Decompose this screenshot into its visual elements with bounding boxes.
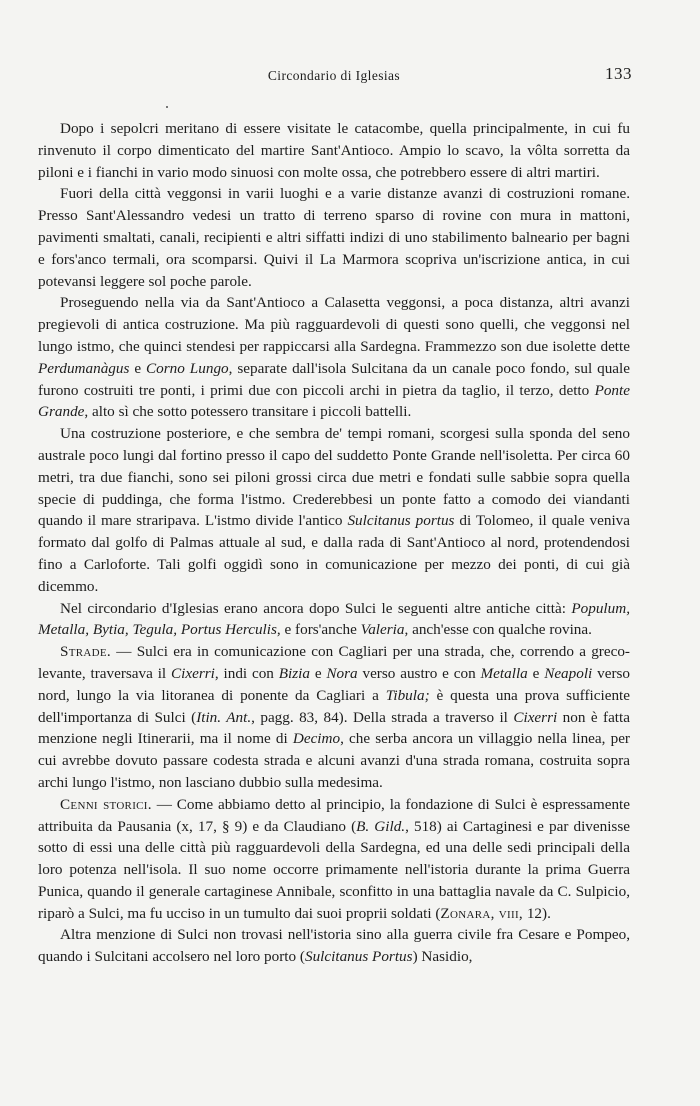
paragraph-isthmus-bridges: Proseguendo nella via da Sant'Antioco a Calasetta veggonsi, a poca distanza, altri avanzi pregievoli di antica costruzione. Ma più ragguardevoli di questi sono quelli, che veggonsi nel lungo istmo, che quinci stendesi per rappiccarsi alla Sardegna. Frammezzo son due isolette dette Perdumanàgus e Corno Lungo, separate dall'isola Sulcitana da un canale poco fondo, sul quale furono costruiti tre ponti, i primi due con piccoli archi in pietra da taglio, il terzo, detto Ponte Grande, alto sì che sotto potessero transitare i piccoli battelli. bbox=[38, 294, 630, 421]
paragraph-catacombs: Dopo i sepolcri meritano di essere visitate le catacombe, quella principalmente, in cui fu rinvenuto il corpo dimenticato del martire Sant'Antioco. Ampio lo scavo, la vôlta sorretta da piloni e i fianchi in vario modo sinuosi con molte ossa, che potrebbero essere di altri martiri. bbox=[38, 120, 630, 181]
running-title: Circondario di Iglesias bbox=[267, 68, 401, 83]
paragraph-later-construction: Una costruzione posteriore, e che sembra de' tempi romani, scorgesi sulla sponda del seno australe poco lungi dal fortino presso il capo del suddetto Ponte Grande nell'isoletta. Per circa 60 metri, tra due fianchi, sono sei piloni grossi circa due metri e fondati sulle sabbie sopra quella specie di puddinga, che forma l'istmo. Crederebbesi un ponte fatto a comodo dei viandanti quando il mare straripava. L'istmo divide l'antico Sulcitanus portus di Tolomeo, il quale veniva formato dal golfo di Palmas attuale al sud, e dalla rada di Sant'Antioco al nord, protendendosi fino a Carloforte. Tali golfi oggidì sono in comunicazione per mezzo dei ponti, di cui già dicemmo. bbox=[38, 425, 630, 595]
citation-zonara: Zonara, viii, bbox=[440, 904, 524, 922]
place-name: Populum, Metalla, Bytia, Tegula, Portus Herculis bbox=[38, 599, 630, 639]
section-heading-roads: Strade. bbox=[60, 643, 112, 661]
paragraph-roman-remains: Fuori della città veggonsi in varii luoghi e a varie distanze avanzi di costruzioni romane. Presso Sant'Alessandro vedesi un tratto di terreno sparso di rovine con mura in mattoni, pavimenti smaltati, canali, recipienti e altri siffatti indizi di uno stabilimento balneario per bagni e fors'anco termali, ora scomparsi. Quivi il La Marmora scopriva un'iscrizione antica, in cui potevansi leggere sol poche parole. bbox=[38, 185, 630, 290]
running-head bbox=[38, 64, 630, 88]
place-name: Valeria bbox=[360, 621, 405, 639]
place-name: Ponte Grande bbox=[38, 381, 630, 421]
place-name: Corno Lungo bbox=[146, 359, 229, 377]
place-name: Sulcitanus portus bbox=[347, 512, 455, 530]
print-speck bbox=[166, 106, 168, 108]
paragraph-civil-war: Altra menzione di Sulci non trovasi nell'istoria sino alla guerra civile fra Cesare e Pompeo, quando i Sulcitani accolsero nel loro porto (Sulcitanus Portus) Nasidio, bbox=[38, 926, 630, 966]
section-heading-history: Cenni storici. bbox=[60, 795, 152, 813]
place-name: Perdumanàgus bbox=[38, 359, 130, 377]
page-number: 133 bbox=[605, 64, 632, 83]
paragraph-ancient-cities: Nel circondario d'Iglesias erano ancora dopo Sulci le seguenti altre antiche città: Populum, Metalla, Bytia, Tegula, Portus Herculis, e fors'anche Valeria, anch'esse con qualche rovina. bbox=[38, 599, 630, 639]
body-text bbox=[38, 118, 630, 968]
paragraph-roads: Strade. — Sulci era in comunicazione con Cagliari per una strada, che, correndo a greco-levante, traversava il Cixerri, indi con Bizia e Nora verso austro e con Metalla e Neapoli verso nord, lungo la via litoranea di ponente da Cagliari a Tibula; è questa una prova sufficiente dell'importanza di Sulci (Itin. Ant., pagg. 83, 84). Della strada a traverso il Cixerri non è fatta menzione negli Itinerarii, ma il nome di Decimo, che serba ancora un villaggio nella linea, per cui avrebbe dovuto passare codesta strada e alcuni avanzi d'una strada romana, costruita sopra archi lungo l'istmo, non lasciano dubbio sulla medesima. bbox=[38, 643, 631, 791]
paragraph-history: Cenni storici. — Come abbiamo detto al principio, la fondazione di Sulci è espressamente attribuita da Pausania (x, 17, § 9) e da Claudiano (B. Gild., 518) ai Cartaginesi e par divenisse sotto di essi una delle città più ragguardevoli della Sardegna, ed una delle sedi principali della loro potenza nell'isola. Il suo nome occorre primamente nell'istoria durante la prima Guerra Punica, quando il generale cartaginese Annibale, sconfitto in una battaglia navale da C. Sulpicio, riparò a Sulci, ma fu ucciso in un tumulto dai suoi proprii soldati (Zonara, viii, 12). bbox=[38, 795, 630, 922]
